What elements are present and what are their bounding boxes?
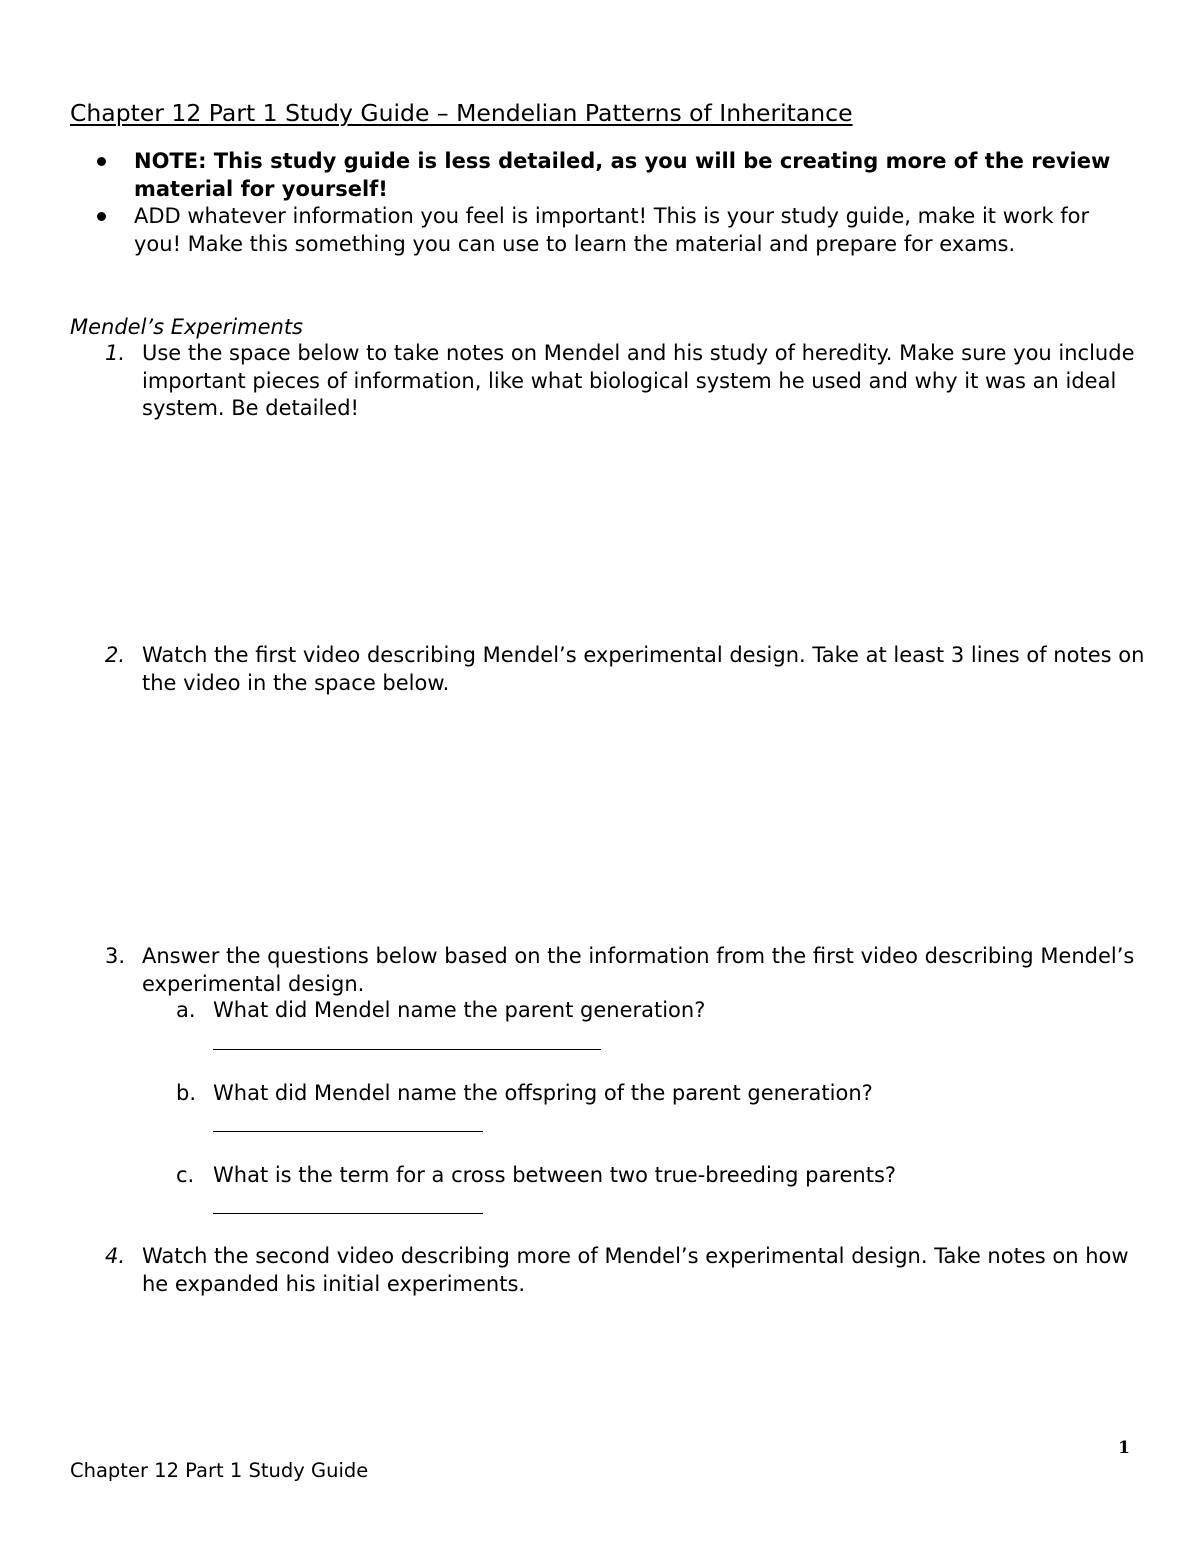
question-text: Answer the questions below based on the information from the first video describing Mendel’s experimental design.	[142, 944, 1135, 996]
subquestion-text: What is the term for a cross between two true-breeding parents?	[213, 1163, 897, 1187]
question-number: 3.	[105, 944, 126, 968]
subquestion-a	[70, 997, 1145, 1025]
instruction-add	[70, 203, 1140, 258]
bullet-icon	[97, 212, 106, 221]
subquestion-letter: a.	[176, 998, 196, 1022]
subquestion-text: What did Mendel name the offspring of the parent generation?	[213, 1081, 873, 1105]
instruction-note-text: NOTE: This study guide is less detailed, as you will be creating more of the review material for yourself!	[134, 149, 1111, 201]
document-title: Chapter 12 Part 1 Study Guide – Mendelian Patterns of Inheritance	[70, 99, 853, 127]
bullet-icon	[97, 157, 106, 166]
answer-blank-b[interactable]	[213, 1131, 483, 1132]
question-number: 1.	[105, 341, 126, 365]
question-text: Watch the second video describing more of Mendel’s experimental design. Take notes on how he expanded his initial experiments.	[142, 1244, 1129, 1296]
instruction-add-text: ADD whatever information you feel is important! This is your study guide, make it work for you! Make this something you can use to learn the material and prepare for exams.	[134, 204, 1090, 256]
page-footer: Chapter 12 Part 1 Study Guide	[70, 1459, 369, 1482]
question-text: Watch the first video describing Mendel’s experimental design. Take at least 3 lines of notes on the video in the space below.	[142, 643, 1145, 695]
page-number: 1	[1118, 1438, 1130, 1458]
instruction-note	[70, 148, 1140, 203]
question-1	[70, 340, 1145, 423]
subquestion-letter: c.	[176, 1163, 195, 1187]
question-4	[70, 1243, 1145, 1298]
subquestion-b	[70, 1080, 1145, 1108]
answer-blank-a[interactable]	[213, 1049, 601, 1050]
subquestion-letter: b.	[176, 1081, 197, 1105]
question-text: Use the space below to take notes on Mendel and his study of heredity. Make sure you include important pieces of information, like what biological system he used and why it was an ideal system. Be detailed!	[142, 341, 1135, 420]
answer-blank-c[interactable]	[213, 1213, 483, 1214]
subquestion-c	[70, 1162, 1145, 1190]
question-3	[70, 943, 1145, 998]
question-number: 4.	[105, 1244, 126, 1268]
subquestion-text: What did Mendel name the parent generation?	[213, 998, 706, 1022]
question-number: 2.	[105, 643, 126, 667]
question-2	[70, 642, 1145, 697]
section-heading: Mendel’s Experiments	[70, 315, 303, 339]
instructions-list	[70, 148, 1140, 258]
